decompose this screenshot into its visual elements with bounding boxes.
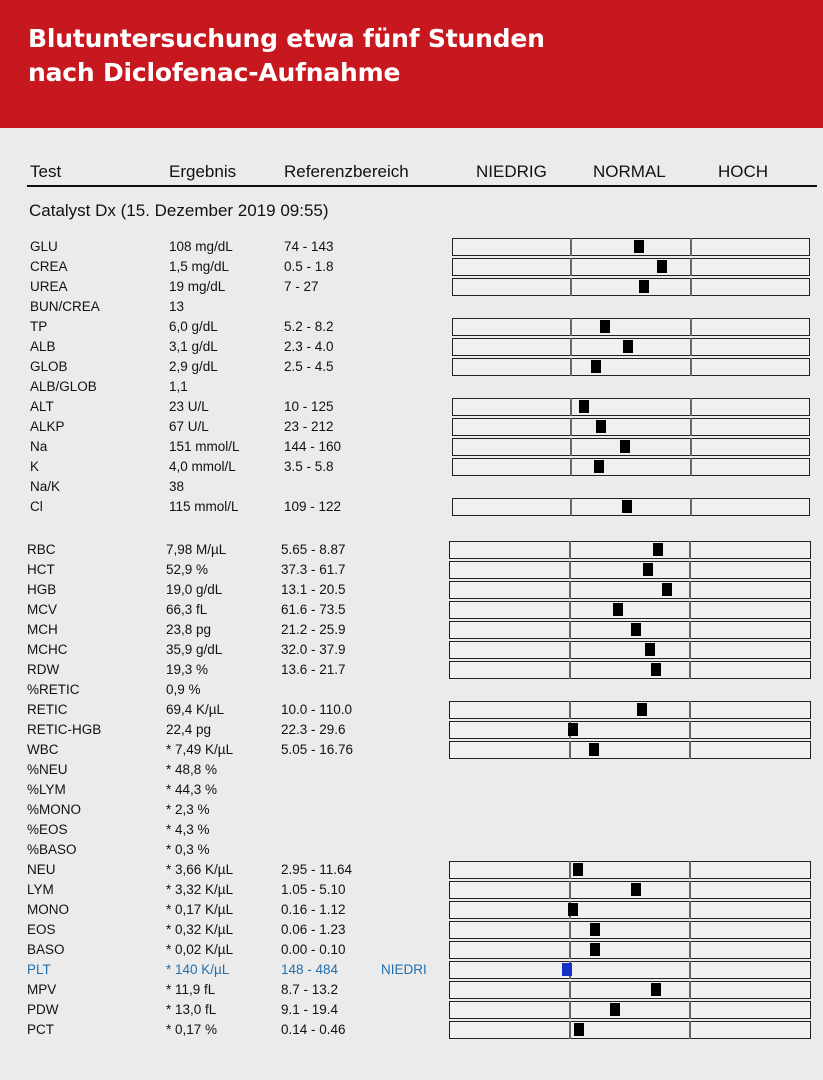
result-value: * 0,17 % bbox=[166, 1022, 218, 1037]
table-row bbox=[27, 600, 447, 620]
normal-high-divider bbox=[689, 601, 691, 619]
result-marker bbox=[590, 923, 600, 936]
range-bar bbox=[452, 438, 810, 456]
analyzer-session: Catalyst Dx (15. Dezember 2019 09:55) bbox=[29, 201, 329, 220]
low-normal-divider bbox=[570, 238, 572, 256]
low-normal-divider bbox=[570, 418, 572, 436]
result-value: * 4,3 % bbox=[166, 822, 210, 837]
result-value: * 140 K/µL bbox=[166, 962, 230, 977]
reference-range: 21.2 - 25.9 bbox=[281, 622, 346, 637]
result-marker bbox=[657, 260, 667, 273]
test-name: ALB/GLOB bbox=[30, 379, 97, 394]
normal-high-divider bbox=[690, 498, 692, 516]
range-bar bbox=[449, 621, 811, 639]
reference-range: 1.05 - 5.10 bbox=[281, 882, 346, 897]
result-marker bbox=[637, 703, 647, 716]
test-name: ALB bbox=[30, 339, 56, 354]
normal-high-divider bbox=[689, 881, 691, 899]
result-value: 66,3 fL bbox=[166, 602, 208, 617]
test-name: PLT bbox=[27, 962, 51, 977]
low-normal-divider bbox=[569, 641, 571, 659]
low-normal-divider bbox=[570, 438, 572, 456]
low-normal-divider bbox=[569, 921, 571, 939]
result-marker bbox=[590, 943, 600, 956]
test-name: UREA bbox=[30, 279, 68, 294]
test-name: ALKP bbox=[30, 419, 65, 434]
reference-range: 9.1 - 19.4 bbox=[281, 1002, 339, 1017]
result-value: 23,8 pg bbox=[166, 622, 212, 637]
test-name: K bbox=[30, 459, 40, 474]
reference-range: 74 - 143 bbox=[284, 239, 334, 254]
test-name: RBC bbox=[27, 542, 56, 557]
table-row bbox=[30, 257, 450, 277]
header-divider bbox=[27, 185, 817, 187]
normal-high-divider bbox=[689, 921, 691, 939]
table-row bbox=[30, 277, 450, 297]
table-row bbox=[30, 357, 450, 377]
result-value: * 13,0 fL bbox=[166, 1002, 217, 1017]
test-name: %RETIC bbox=[27, 682, 80, 697]
result-marker bbox=[574, 1023, 584, 1036]
low-normal-divider bbox=[569, 881, 571, 899]
reference-range: 144 - 160 bbox=[284, 439, 342, 454]
range-bar bbox=[449, 961, 811, 979]
reference-range: 2.5 - 4.5 bbox=[284, 359, 334, 374]
test-name: GLOB bbox=[30, 359, 68, 374]
result-value: * 2,3 % bbox=[166, 802, 210, 817]
result-marker bbox=[600, 320, 610, 333]
test-name: %LYM bbox=[27, 782, 66, 797]
range-bar bbox=[452, 458, 810, 476]
result-value: * 7,49 K/µL bbox=[166, 742, 234, 757]
low-normal-divider bbox=[569, 581, 571, 599]
reference-range: 10.0 - 110.0 bbox=[281, 702, 353, 717]
result-marker bbox=[579, 400, 589, 413]
result-marker bbox=[653, 543, 663, 556]
normal-high-divider bbox=[690, 258, 692, 276]
reference-range: 148 - 484 bbox=[281, 962, 339, 977]
range-bar bbox=[452, 278, 810, 296]
result-marker bbox=[643, 563, 653, 576]
normal-high-divider bbox=[689, 701, 691, 719]
result-value: * 0,17 K/µL bbox=[166, 902, 234, 917]
result-value: 108 mg/dL bbox=[169, 239, 233, 254]
result-marker bbox=[622, 500, 632, 513]
result-value: 22,4 pg bbox=[166, 722, 212, 737]
reference-range: 10 - 125 bbox=[284, 399, 334, 414]
table-row bbox=[27, 720, 447, 740]
normal-high-divider bbox=[690, 238, 692, 256]
result-value: * 0,3 % bbox=[166, 842, 210, 857]
reference-range: 32.0 - 37.9 bbox=[281, 642, 346, 657]
result-value: 0,9 % bbox=[166, 682, 201, 697]
table-row bbox=[30, 337, 450, 357]
range-bar bbox=[452, 258, 810, 276]
normal-high-divider bbox=[690, 338, 692, 356]
range-bar bbox=[449, 561, 811, 579]
result-marker bbox=[645, 643, 655, 656]
result-marker bbox=[610, 1003, 620, 1016]
range-bar bbox=[452, 238, 810, 256]
test-name: %EOS bbox=[27, 822, 68, 837]
normal-high-divider bbox=[689, 1021, 691, 1039]
result-value: 35,9 g/dL bbox=[166, 642, 223, 657]
normal-high-divider bbox=[689, 981, 691, 999]
column-header-test: Test bbox=[30, 162, 62, 181]
range-bar bbox=[452, 398, 810, 416]
result-marker bbox=[620, 440, 630, 453]
range-bar bbox=[449, 861, 811, 879]
test-name: RDW bbox=[27, 662, 60, 677]
test-name: %MONO bbox=[27, 802, 81, 817]
result-value: 1,1 bbox=[169, 379, 188, 394]
column-header-reference: Referenzbereich bbox=[284, 162, 409, 181]
result-value: 23 U/L bbox=[169, 399, 209, 414]
table-row bbox=[27, 700, 447, 720]
low-normal-divider bbox=[570, 318, 572, 336]
result-value: 52,9 % bbox=[166, 562, 209, 577]
range-bar bbox=[449, 541, 811, 559]
reference-range: 13.1 - 20.5 bbox=[281, 582, 346, 597]
test-name: Na bbox=[30, 439, 48, 454]
table-row bbox=[30, 477, 450, 497]
range-bar bbox=[449, 901, 811, 919]
reference-range: 0.5 - 1.8 bbox=[284, 259, 334, 274]
table-row bbox=[30, 377, 450, 397]
test-name: HCT bbox=[27, 562, 55, 577]
range-bar bbox=[449, 881, 811, 899]
result-marker bbox=[662, 583, 672, 596]
test-name: BASO bbox=[27, 942, 65, 957]
reference-range: 0.06 - 1.23 bbox=[281, 922, 346, 937]
reference-range: 13.6 - 21.7 bbox=[281, 662, 346, 677]
low-normal-divider bbox=[569, 941, 571, 959]
normal-high-divider bbox=[689, 1001, 691, 1019]
low-normal-divider bbox=[569, 1021, 571, 1039]
normal-high-divider bbox=[690, 358, 692, 376]
normal-high-divider bbox=[689, 861, 691, 879]
low-normal-divider bbox=[569, 1001, 571, 1019]
range-bar bbox=[449, 1021, 811, 1039]
table-row bbox=[30, 417, 450, 437]
normal-high-divider bbox=[689, 941, 691, 959]
table-row bbox=[27, 740, 447, 760]
reference-range: 37.3 - 61.7 bbox=[281, 562, 346, 577]
test-name: %NEU bbox=[27, 762, 68, 777]
normal-high-divider bbox=[690, 278, 692, 296]
low-normal-divider bbox=[569, 861, 571, 879]
test-name: Cl bbox=[30, 499, 43, 514]
range-bar bbox=[449, 661, 811, 679]
table-row bbox=[27, 1000, 447, 1020]
table-row bbox=[27, 940, 447, 960]
result-value: 151 mmol/L bbox=[169, 439, 240, 454]
normal-high-divider bbox=[689, 641, 691, 659]
result-marker bbox=[634, 240, 644, 253]
range-bar bbox=[452, 318, 810, 336]
table-row bbox=[27, 760, 447, 780]
normal-high-divider bbox=[690, 438, 692, 456]
low-normal-divider bbox=[569, 541, 571, 559]
low-normal-divider bbox=[570, 258, 572, 276]
test-name: NEU bbox=[27, 862, 56, 877]
table-row bbox=[27, 880, 447, 900]
result-value: * 3,66 K/µL bbox=[166, 862, 234, 877]
table-row bbox=[27, 900, 447, 920]
result-value: 1,5 mg/dL bbox=[169, 259, 230, 274]
title-banner bbox=[0, 0, 823, 128]
table-row bbox=[30, 317, 450, 337]
reference-range: 109 - 122 bbox=[284, 499, 342, 514]
range-bar bbox=[452, 418, 810, 436]
table-row bbox=[27, 800, 447, 820]
normal-high-divider bbox=[689, 561, 691, 579]
reference-range: 3.5 - 5.8 bbox=[284, 459, 334, 474]
range-bar bbox=[449, 741, 811, 759]
table-row bbox=[30, 397, 450, 417]
test-name: LYM bbox=[27, 882, 54, 897]
test-name: HGB bbox=[27, 582, 57, 597]
column-header-high: HOCH bbox=[718, 162, 769, 181]
reference-range: 8.7 - 13.2 bbox=[281, 982, 339, 997]
column-header-result: Ergebnis bbox=[169, 162, 237, 181]
table-row bbox=[27, 780, 447, 800]
test-name: CREA bbox=[30, 259, 68, 274]
reference-range: 0.16 - 1.12 bbox=[281, 902, 346, 917]
normal-high-divider bbox=[689, 581, 691, 599]
result-value: * 0,32 K/µL bbox=[166, 922, 234, 937]
reference-range: 5.05 - 16.76 bbox=[281, 742, 354, 757]
range-bar bbox=[452, 498, 810, 516]
result-value: * 3,32 K/µL bbox=[166, 882, 234, 897]
range-bar bbox=[449, 941, 811, 959]
table-row bbox=[27, 820, 447, 840]
range-bar bbox=[449, 981, 811, 999]
range-bar bbox=[449, 721, 811, 739]
table-row bbox=[27, 540, 447, 560]
test-name: GLU bbox=[30, 239, 58, 254]
normal-high-divider bbox=[689, 901, 691, 919]
table-row bbox=[27, 980, 447, 1000]
test-name: %BASO bbox=[27, 842, 77, 857]
table-row bbox=[27, 1020, 447, 1040]
result-value: 7,98 M/µL bbox=[166, 542, 227, 557]
page-title bbox=[28, 22, 545, 90]
result-value: 13 bbox=[169, 299, 185, 314]
reference-range: 5.65 - 8.87 bbox=[281, 542, 346, 557]
result-marker bbox=[613, 603, 623, 616]
low-normal-divider bbox=[570, 498, 572, 516]
low-normal-divider bbox=[569, 741, 571, 759]
result-marker bbox=[591, 360, 601, 373]
result-marker bbox=[596, 420, 606, 433]
low-normal-divider bbox=[570, 358, 572, 376]
low-normal-divider bbox=[569, 701, 571, 719]
low-normal-divider bbox=[570, 458, 572, 476]
range-bar bbox=[449, 1001, 811, 1019]
result-marker bbox=[631, 883, 641, 896]
title-line-1: Blutuntersuchung etwa fünf Stunden bbox=[28, 24, 545, 53]
result-value: * 48,8 % bbox=[166, 762, 218, 777]
low-normal-divider bbox=[569, 601, 571, 619]
reference-range: 0.14 - 0.46 bbox=[281, 1022, 346, 1037]
result-marker bbox=[568, 723, 578, 736]
test-name: BUN/CREA bbox=[30, 299, 100, 314]
result-value: 115 mmol/L bbox=[169, 499, 239, 514]
table-row bbox=[30, 237, 450, 257]
result-marker bbox=[623, 340, 633, 353]
test-name: RETIC bbox=[27, 702, 68, 717]
table-row bbox=[30, 497, 450, 517]
result-value: * 0,02 K/µL bbox=[166, 942, 234, 957]
result-value: 38 bbox=[169, 479, 185, 494]
reference-range: 23 - 212 bbox=[284, 419, 334, 434]
column-header-normal: NORMAL bbox=[593, 162, 666, 181]
low-normal-divider bbox=[569, 981, 571, 999]
result-marker bbox=[651, 663, 661, 676]
result-marker bbox=[639, 280, 649, 293]
test-name: TP bbox=[30, 319, 48, 334]
low-normal-divider bbox=[570, 278, 572, 296]
test-name: WBC bbox=[27, 742, 59, 757]
result-value: 6,0 g/dL bbox=[169, 319, 218, 334]
range-bar bbox=[449, 581, 811, 599]
test-name: EOS bbox=[27, 922, 56, 937]
reference-range: 5.2 - 8.2 bbox=[284, 319, 334, 334]
normal-high-divider bbox=[690, 398, 692, 416]
normal-high-divider bbox=[689, 541, 691, 559]
result-marker bbox=[631, 623, 641, 636]
test-name: RETIC-HGB bbox=[27, 722, 102, 737]
table-row bbox=[27, 640, 447, 660]
range-bar bbox=[449, 921, 811, 939]
normal-high-divider bbox=[689, 961, 691, 979]
normal-high-divider bbox=[689, 741, 691, 759]
result-marker bbox=[562, 963, 572, 976]
result-value: * 11,9 fL bbox=[166, 982, 216, 997]
test-name: MCV bbox=[27, 602, 57, 617]
result-marker bbox=[573, 863, 583, 876]
result-marker bbox=[589, 743, 599, 756]
reference-range: 2.3 - 4.0 bbox=[284, 339, 334, 354]
result-marker bbox=[651, 983, 661, 996]
reference-range: 61.6 - 73.5 bbox=[281, 602, 346, 617]
low-normal-divider bbox=[569, 661, 571, 679]
result-value: 19,3 % bbox=[166, 662, 209, 677]
table-row bbox=[27, 840, 447, 860]
table-row bbox=[27, 680, 447, 700]
table-row bbox=[27, 920, 447, 940]
reference-range: 7 - 27 bbox=[284, 279, 319, 294]
table-row bbox=[30, 457, 450, 477]
table-row bbox=[27, 860, 447, 880]
range-bar bbox=[452, 358, 810, 376]
title-line-2: nach Diclofenac-Aufnahme bbox=[28, 58, 401, 87]
result-value: 19,0 g/dL bbox=[166, 582, 223, 597]
low-normal-divider bbox=[570, 398, 572, 416]
result-value: * 44,3 % bbox=[166, 782, 218, 797]
result-value: 69,4 K/µL bbox=[166, 702, 225, 717]
column-header-low: NIEDRIG bbox=[476, 162, 547, 181]
range-bar bbox=[452, 338, 810, 356]
result-marker bbox=[594, 460, 604, 473]
table-row bbox=[27, 620, 447, 640]
low-normal-divider bbox=[569, 621, 571, 639]
test-name: PDW bbox=[27, 1002, 59, 1017]
normal-high-divider bbox=[689, 721, 691, 739]
normal-high-divider bbox=[690, 458, 692, 476]
table-row bbox=[27, 580, 447, 600]
reference-range: 22.3 - 29.6 bbox=[281, 722, 346, 737]
reference-range: 0.00 - 0.10 bbox=[281, 942, 346, 957]
result-value: 67 U/L bbox=[169, 419, 209, 434]
normal-high-divider bbox=[690, 318, 692, 336]
reference-range: 2.95 - 11.64 bbox=[281, 862, 353, 877]
result-value: 19 mg/dL bbox=[169, 279, 226, 294]
test-name: MCHC bbox=[27, 642, 68, 657]
range-bar bbox=[449, 601, 811, 619]
table-row bbox=[27, 960, 447, 980]
normal-high-divider bbox=[689, 661, 691, 679]
table-row bbox=[27, 560, 447, 580]
low-normal-divider bbox=[569, 561, 571, 579]
test-name: PCT bbox=[27, 1022, 54, 1037]
test-name: MONO bbox=[27, 902, 69, 917]
normal-high-divider bbox=[689, 621, 691, 639]
test-name: ALT bbox=[30, 399, 54, 414]
low-normal-divider bbox=[570, 338, 572, 356]
range-bar bbox=[449, 701, 811, 719]
flag-label: NIEDRI bbox=[381, 962, 427, 977]
test-name: Na/K bbox=[30, 479, 61, 494]
result-value: 4,0 mmol/L bbox=[169, 459, 236, 474]
test-name: MPV bbox=[27, 982, 57, 997]
result-value: 3,1 g/dL bbox=[169, 339, 218, 354]
result-value: 2,9 g/dL bbox=[169, 359, 218, 374]
table-row bbox=[27, 660, 447, 680]
normal-high-divider bbox=[690, 418, 692, 436]
test-name: MCH bbox=[27, 622, 58, 637]
table-row bbox=[30, 437, 450, 457]
table-row bbox=[30, 297, 450, 317]
range-bar bbox=[449, 641, 811, 659]
result-marker bbox=[568, 903, 578, 916]
